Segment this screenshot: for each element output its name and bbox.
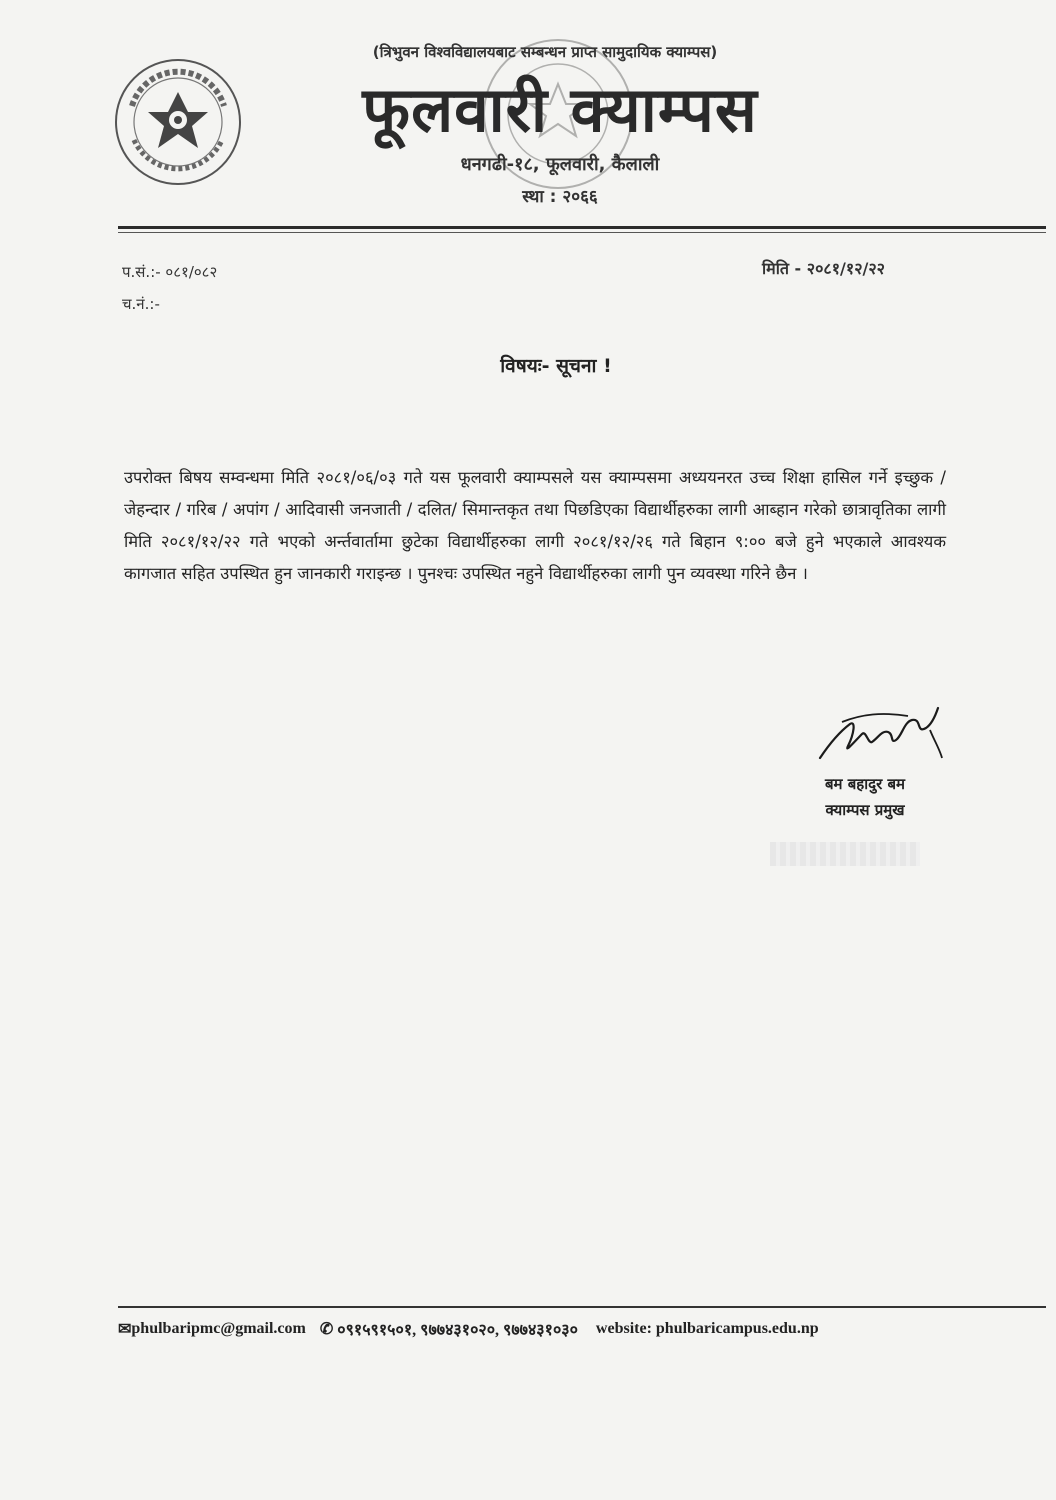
signatory-title: क्याम्पस प्रमुख [825,801,905,819]
reference-number: प.सं.:- ०८१/०८२ [122,263,218,281]
campus-address: धनगढी-१८, फूलवारी, कैलाली [460,154,660,175]
signature-image [812,700,948,780]
dispatch-number: च.नं.:- [122,295,160,313]
footer-phone: ०९१५९१५०१, ९७७४३१०२०, ९७७४३१०३० [337,1322,578,1339]
affiliation-line: (त्रिभुवन विश्वविद्यालयबाट सम्बन्धन प्राप्त सामुदायिक क्याम्पस) [372,43,718,61]
footer-divider [118,1306,1046,1308]
footer-website[interactable]: website: phulbaricampus.edu.np [595,1320,819,1337]
notice-body: उपरोक्त बिषय सम्वन्धमा मिति २०८१/०६/०३ गते यस फूलवारी क्याम्पसले यस क्याम्पसमा अध्ययनरत उच्च शिक्षा हासिल गर्ने इच्छुक / जेहन्दार / गरिब / अपांग / आदिवासी जनजाती / दलित/ सिमान्तकृत तथा पिछडिएका विद्यार्थीहरुका लागी आब्हान गरेको छात्रावृतिका लागी मिति २०८१/१२/२२ गते भएको अर्न्तवार्तामा छुटेका विद्यार्थीहरुका लागी २०८१/१२/२६ गते बिहान ९:०० बजे हुने भएकाले आवश्यक कागजात सहित उपस्थित हुन जानकारी गराइन्छ । पुनश्चः उपस्थित नहुने विद्यार्थीहरुका लागी पुन व्यवस्था गरिने छैन । [124,468,946,583]
campus-logo [112,56,244,188]
phone-icon: ✆ [319,1321,334,1338]
signatory-name: बम बहादुर बम [824,775,906,793]
header-divider-thin [118,232,1046,233]
established-year: स्था : २०६६ [522,187,598,207]
footer-contact [118,1318,1038,1340]
campus-name: फूलवारी क्याम्पस [362,73,758,146]
footer-email[interactable]: phulbaripmc@gmail.com [131,1320,306,1337]
envelope-icon: ✉ [118,1321,132,1338]
faint-stamp-mark [770,842,920,866]
notice-date: मिति - २०८१/१२/२२ [762,259,886,278]
notice-subject: विषयः- सूचना ! [500,355,612,377]
header-divider [118,226,1046,229]
